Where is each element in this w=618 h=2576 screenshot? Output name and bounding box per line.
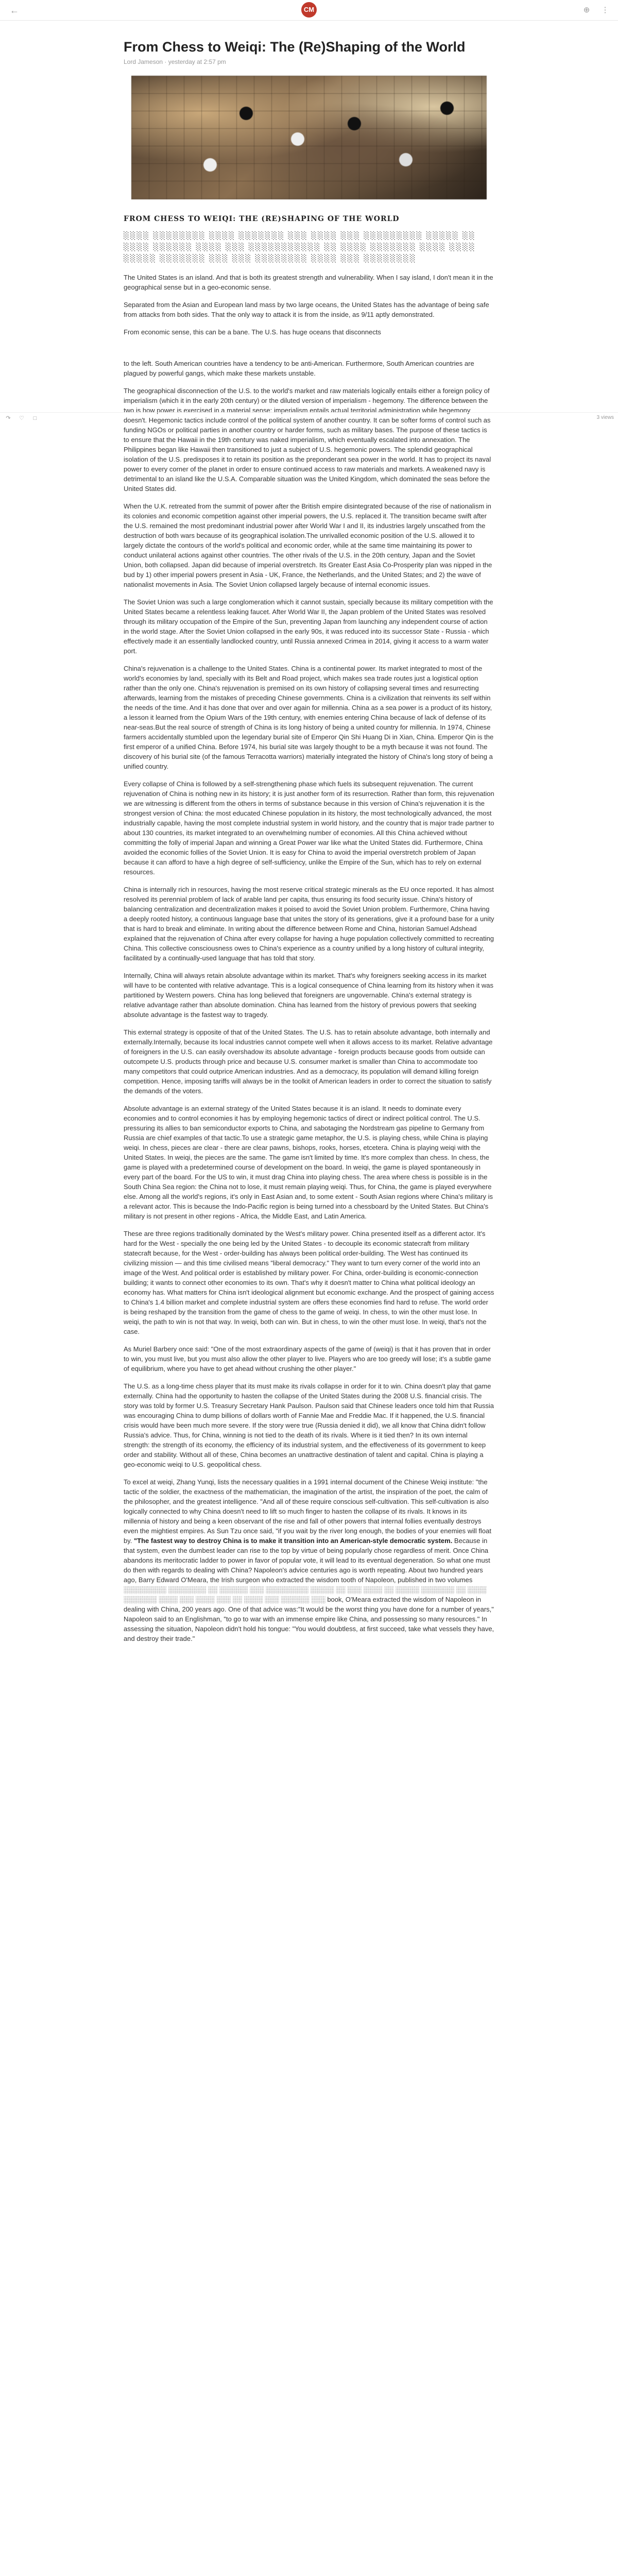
top-bar	[0, 0, 618, 21]
post-meta	[124, 58, 494, 65]
topbar-actions	[581, 5, 611, 16]
paragraph: From economic sense, this can be a bane. The U.S. has huge oceans that disconnects	[124, 328, 381, 336]
final-text-bold: "The fastest way to destroy China is to make it transition into an American-style democratic system.	[134, 1537, 453, 1545]
author-name[interactable]: Lord Jameson	[124, 58, 163, 65]
paragraph: As Muriel Barbery once said: "One of the most extraordinary aspects of the game of (weiqi) is that it has proven that in order to win, you must live, but you must also allow the other player to live. Players who are too greedy will lose; it's a subtle game of equilibrium, where you have to get ahead without crushing the other player."	[124, 1345, 491, 1372]
paragraph: to the left. South American countries have a tendency to be anti-American. Furthermore, South American countries are plagued by powerful gangs, which make these markets unstable.	[124, 360, 474, 377]
paragraph: China is internally rich in resources, having the most reserve critical strategic minerals as the EU once reported. It has almost resolved its perennial problem of lack of arable land per capita, thus ensuring its food security issue. China's history of balancing centralization and decentralization makes it poised to avoid the Soviet Union problem. Furthermore, China having a deeply rooted history, a continuous language base that unites the story of its generations, give it a profound base for a unity that is hard to break and eliminate. In writing about the difference between Rome and China, historian Samuel Adshead explained that the rejuvenation of China after every collapse for having a huge population collectively committed to recreating China. This collective consciousness owes to China's experience as a country unified by a long history of cultural integrity, facilitated by a continually-used language that has told that story.	[124, 886, 494, 962]
share-icon[interactable]: ↷	[6, 415, 11, 421]
post-date: yesterday at 2:57 pm	[168, 58, 226, 65]
hero-image	[131, 76, 487, 199]
post-title: From Chess to Weiqi: The (Re)Shaping of the World	[124, 39, 466, 55]
paragraph: This external strategy is opposite of that of the United States. The U.S. has to retain absolute advantage, both internally and externally.Internally, because its local industries cannot compete well when it allows access to its market. Relative advantage of foreigners in the U.S. can easily overshadow its absolute advantage - foreign products because goods from outside can outcompete U.S. products through price and because U.S. consumer market is smaller than China to accommodate too many competitors that could outprice American industries. And as a democracy, its population will demand killing foreign competition. Hence, imposing tariffs will always be in the toolkit of American leaders in order to correct the situation to satisfy the demands of the voters.	[124, 1028, 493, 1095]
paragraph: China's rejuvenation is a challenge to the United States. China is a continental power. Its market integrated to most of the world's economies by land, specially with its Belt and Road project, which makes sea trade routes just a logistical option rather than the only one. China's rejuvenation is premised on its own history of collapsing several times and resurrecting afterwards, learning from the mistakes of preceding Chinese governments. China is a civilization that reinvents its self within the needs of the time. And it has done that over and over again for millennia. China as a sea power is a product of its history, a lesson it learned from the Opium Wars of the 19th century, with enemies entering China because of lack of defense of its near-seas.But the real source of strength of China is its long history of being a united country for millennia. In 1974, Chinese farmers accidentally stumbled upon the legendary burial site of Emperor Qin Shi Huang Di in Xian, China. Emperor Qin is the first emperor of a unified China. Before 1974, his burial site was largely thought to be a myth because it was not found. The discovery of his burial site (of the famous Terracotta warriors) materially integrated the history of China's long story of being a unified country.	[124, 665, 494, 770]
paragraph: Absolute advantage is an external strategy of the United States because it is an island. It needs to dominate every economies and to control economies it has by employing hegemonic tactics of direct or indirect political control. The U.S. pressuring its allies to ban semiconductor exports to China, and sabotaging the Nordstream gas pipeline to Germany from Russia are chief examples of that tactic.To use a strategic game metaphor, the U.S. is playing chess, while China is playing weiqi. In chess, pieces are clear - there are clear pawns, bishops, rooks, horses, etcetera. China is playing weiqi with the United States. In weiqi, the pieces are the same. The game isn't limited by time. It's more complex than chess. In chess, the game is played with a predetermined course of development on the board. In weiqi, the game is played spontaneously in every part of the board. For the US to win, it must drag China into playing chess. The area where chess is possible is in the South China Sea region: the China not to lose, it must remain playing weiqi. Thus, for China, the game is played everywhere else. Among all the world's regions, it's only in East Asian and, to some extent - South Asian regions where China's military is a relevant actor. This is because the Indo-Pacific region is being turned into a chessboard by the United States. But China's military is not present in other regions - Africa, the Middle East, and Latin America.	[124, 1105, 493, 1220]
paragraph: The geographical disconnection of the U.S. to the world's market and raw materials logically entails either a foreign policy of imperialism (which it in the early 20th century) or the diluted version of imperialism - hegemony. The difference between the two is how power is exercised in a material sense: imperialism entails actual territorial administration while hegemony doesn't. Hegemonic tactics include control of the political system of another country. It can be softer forms of control such as funding NGOs or political parties in another country or harder forms, such as military bases. The purpose of these tactics is to ensure that the Hawaii in the 19th century was naked imperialism, which eventually escalated into annexation. The Philippines began like Hawaii then transitioned to just a subject of U.S. hegemonic powers. The splendid geographical isolation of the U.S. predisposes it to retain its position as the preponderant sea power in the world. It has to project its naval power to every corner of the planet in order to ensure continued access to raw materials and markets. A weakened navy is detrimental to an island like the U.S.A. Comparable situation was the United Kingdom, which dominated the seas before the United States did.	[124, 387, 491, 493]
back-arrow-icon[interactable]: ←	[10, 5, 19, 15]
site-logo[interactable]: CM	[301, 2, 317, 18]
meta-separator: ·	[164, 58, 168, 65]
paragraph: Every collapse of China is followed by a self-strengthening phase which fuels its subsequent rejuvenation. The current rejuvenation of China is nothing new in its history; it is just another form of its resurrection. Rather than form, this rejuvenation we are witnessing is different from the others in terms of substance because in this version of China's rejuvenation it is the strongest version of China: the most educated Chinese population in its history, the most technologically advanced, the most industrially capable, having the most complete industrial system in world history, and the country that is major trade partner to about 130 countries, its market integrated to an overwhelming number of economies. All this China achieved without committing the folly of imperial Japan and winning a Great Power war like what the United States did. Furthermore, China avoided the economic follies of the Soviet Union. It is easy for China to avoid the imperial overstretch problem of Japan because it can afford to have a high degree of self-sufficiency, unlike the Empire of the Sun, which has to rely on external resources.	[124, 780, 494, 876]
paragraph: When the U.K. retreated from the summit of power after the British empire disintegrated because of the rise of nationalism in its colonies and economic competition against other imperial powers, the U.S. replaced it. The transition became swift after the U.S. remained the most predominant industrial power after World War I and II, its industries largely unscathed from the destruction of both wars because of its geographical isolation.The unrivalled economic position of the U.S. allowed it to largely dictate the contours of the world's political and economic order, while at the same time maintaining its power to conduct unilateral actions against other countries. The other rivals of the U.S. in the 20th century, Japan and the Soviet Union, both collapsed. Japan did because of imperial overstretch. Its Greater East Asia Co-Prosperity plan was nipped in the bud by 1) other imperial powers present in Asia - UK, France, the Netherlands, and the United States; and 2) the wave of nationalist movements in Asia. The Soviet Union collapsed largely because of internal economic issues.	[124, 502, 492, 588]
article	[124, 21, 494, 1651]
article-heading: FROM CHESS TO WEIQI: THE (RE)SHAPING OF THE WORLD	[124, 215, 400, 223]
final-text-before: To excel at weiqi, Zhang Yunqi, lists the necessary qualities in a 1991 internal document of the Chinese Weiqi institute: "the tactic of the soldier, the exactness of the mathematician, the imagination of the artist, the inspiration of the poet, the calm of the philosopher, and the greatest intelligence. "And all of these require conscious self-cultivation. This self-cultivation is also logically connected to why China doesn't need to lift so much finger to hasten the collapse of its rivals. It knows in its millennia of history and being a keen observant of the rise and fall of other powers that internal follies eventually destroys even the mightiest empires. As Sun Tzu once said, "if you wait by the river long enough, the bodies of your enemies will float by.	[124, 1478, 491, 1545]
paragraph-final	[124, 1477, 494, 1643]
paragraph: The U.S. as a long-time chess player that its must make its rivals collapse in order for it to win. China doesn't play that game externally. China had the opportunity to hasten the collapse of the United States during the 2008 U.S. financial crisis. The story was told by former U.S. Treasury Secretary Hank Paulson. Paulson said that Chinese leaders once told him that Russia was encouraging China to dump billions of dollars worth of Fannie Mae and Freddie Mac. If it happened, the U.S. financial crisis would have been much more severe. If the story were true (Russia denied it did), we all know that China didn't follow Russia's advice. Thus, for China, winning is not tied to the death of its rivals. Where is it tied then? In its own internal strength: the strength of its economy, the efficiency of its industrial system, and the effectiveness of its government to keep order and stability. Without all of these, China becomes an unattractive destination of talent and capital. China is playing a geo-economic weiqi to U.S. geopolitical chess.	[124, 1382, 494, 1468]
foreign-language-text: ░░░░ ░░░░░░░░ ░░░░ ░░░░░░░ ░░░ ░░░░ ░░░ ░░░░░░░░░ ░░░░░ ░░ ░░░░ ░░░░░░ ░░░░ ░░░ ░░░░░░░░░░░ ░░ ░░░░ ░░░░░░░ ░░░░ ░░░░ ░░░░░ ░░░░░░░ ░░░ ░░░ ░░░░░░░░ ░░░░ ░░░ ░░░░░░░░	[124, 232, 476, 263]
paragraph: Separated from the Asian and European land mass by two large oceans, the United States has the advantage of being safe from attacks from both sides. That the only way to attack it is from the inside, as 9/11 aptly demonstrated.	[124, 301, 489, 318]
post-toolbar	[0, 412, 618, 423]
add-icon[interactable]: ⊕	[583, 6, 590, 14]
paragraph: The United States is an island. And that is both its greatest strength and vulnerability. When I say island, I don't mean it in the geographical sense but in a geo-economic sense.	[124, 274, 493, 291]
more-icon[interactable]: ⋮	[601, 6, 609, 14]
toolbar-actions	[4, 415, 39, 422]
final-text-after: Because in that system, even the dumbest leader can rise to the top by virtue of being popularly chose regardless of merit. Once China abandons its meritocratic ladder to power in favor of popular vote, it will lead to its eventual degeneration. So what one must do then with regards to dealing with China? Napoleon's advice centuries ago is worth repeating. About two hundred years ago, Barry Edward O'Meara, the Irish surgeon who extracted the wisdom tooth of Napoleon, published in two volumes ░░░░░░░░░ ░░░░░░░░ ░░ ░░░░░░ ░░░ ░░░░░░░░░ ░░░░░ ░░ ░░░ ░░░░ ░░ ░░░░░ ░░░░░░░ ░░ ░░░░ ░░░░░░░ ░░░░ ░░░ ░░░░ ░░░ ░░ ░░░░ ░░░ ░░░░░░ ░░░ book, O'Meara extracted the wisdom of Napoleon in dealing with China, 200 years ago. One of that advice was:"It would be the worst thing you have done for a number of years," Napoleon said to an Englishman, "to go to war with an immense empire like China, and possessing so many resources." In assessing the situation, Napoleon didn't hold his tongue: "You would doubtless, at first succeed, take what vessels they have, and destroy their trade."	[124, 1537, 494, 1642]
paragraph: The Soviet Union was such a large conglomeration which it cannot sustain, specially because its military competition with the United States became a relentless leaking faucet. After World War II, the Japan problem of the United States was resolved through its military occupation of the Empire of the Sun, preventing Japan from launching any independent course of action in the world stage. After the Soviet Union collapsed in the early 90s, it was reduced into its successor State - Russia - which effectively made it an essentially landlocked country, until Russia annexed Crimea in 2014, giving it access to a warm water port.	[124, 598, 493, 655]
view-count: 3 views	[596, 415, 614, 420]
paragraph: Internally, China will always retain absolute advantage within its market. That's why foreigners seeking access in its market will have to be contented with relative advantage. This is a logical consequence of China learning from its history when it was partitioned by Western powers. China has long believed that foreigners are ungovernable. China's external strategy is relative advantage rather than absolute domination. China has learned from the history of previous powers that seeking absolute advantage is the fastest way to tragedy.	[124, 972, 494, 1019]
comment-icon[interactable]: □	[33, 415, 37, 421]
like-icon[interactable]: ♡	[19, 415, 24, 421]
paragraph: These are three regions traditionally dominated by the West's military power. China presented itself as a different actor. It's hard for the West - specially the one being led by the United States - to decouple its economic statecraft from military statecraft because, for the West - order-building has always been political order-building. The West has continued its civilizing mission — and this time civilised means "liberal democracy." They want to turn every corner of the world into an image of the West. And political order is established by military power. For China, order-building is economic-connection building; it wants to connect other economies to its own. That's why it doesn't matter to China what political ideology an economy has. What matters for China isn't ideological alignment but economic exchange. And the prospect of gaining access to China's 1.4 billion market and complete industrial system are offers these economies find hard to refuse. The world order is being reshaped by the transition from the game of chess to the game of weiqi. In chess, to win the other must lose. In weiqi, the path to win is not that way. In weiqi, both can win. But in chess, to win the other must lose. In weiqi, that's not the case.	[124, 1230, 494, 1335]
